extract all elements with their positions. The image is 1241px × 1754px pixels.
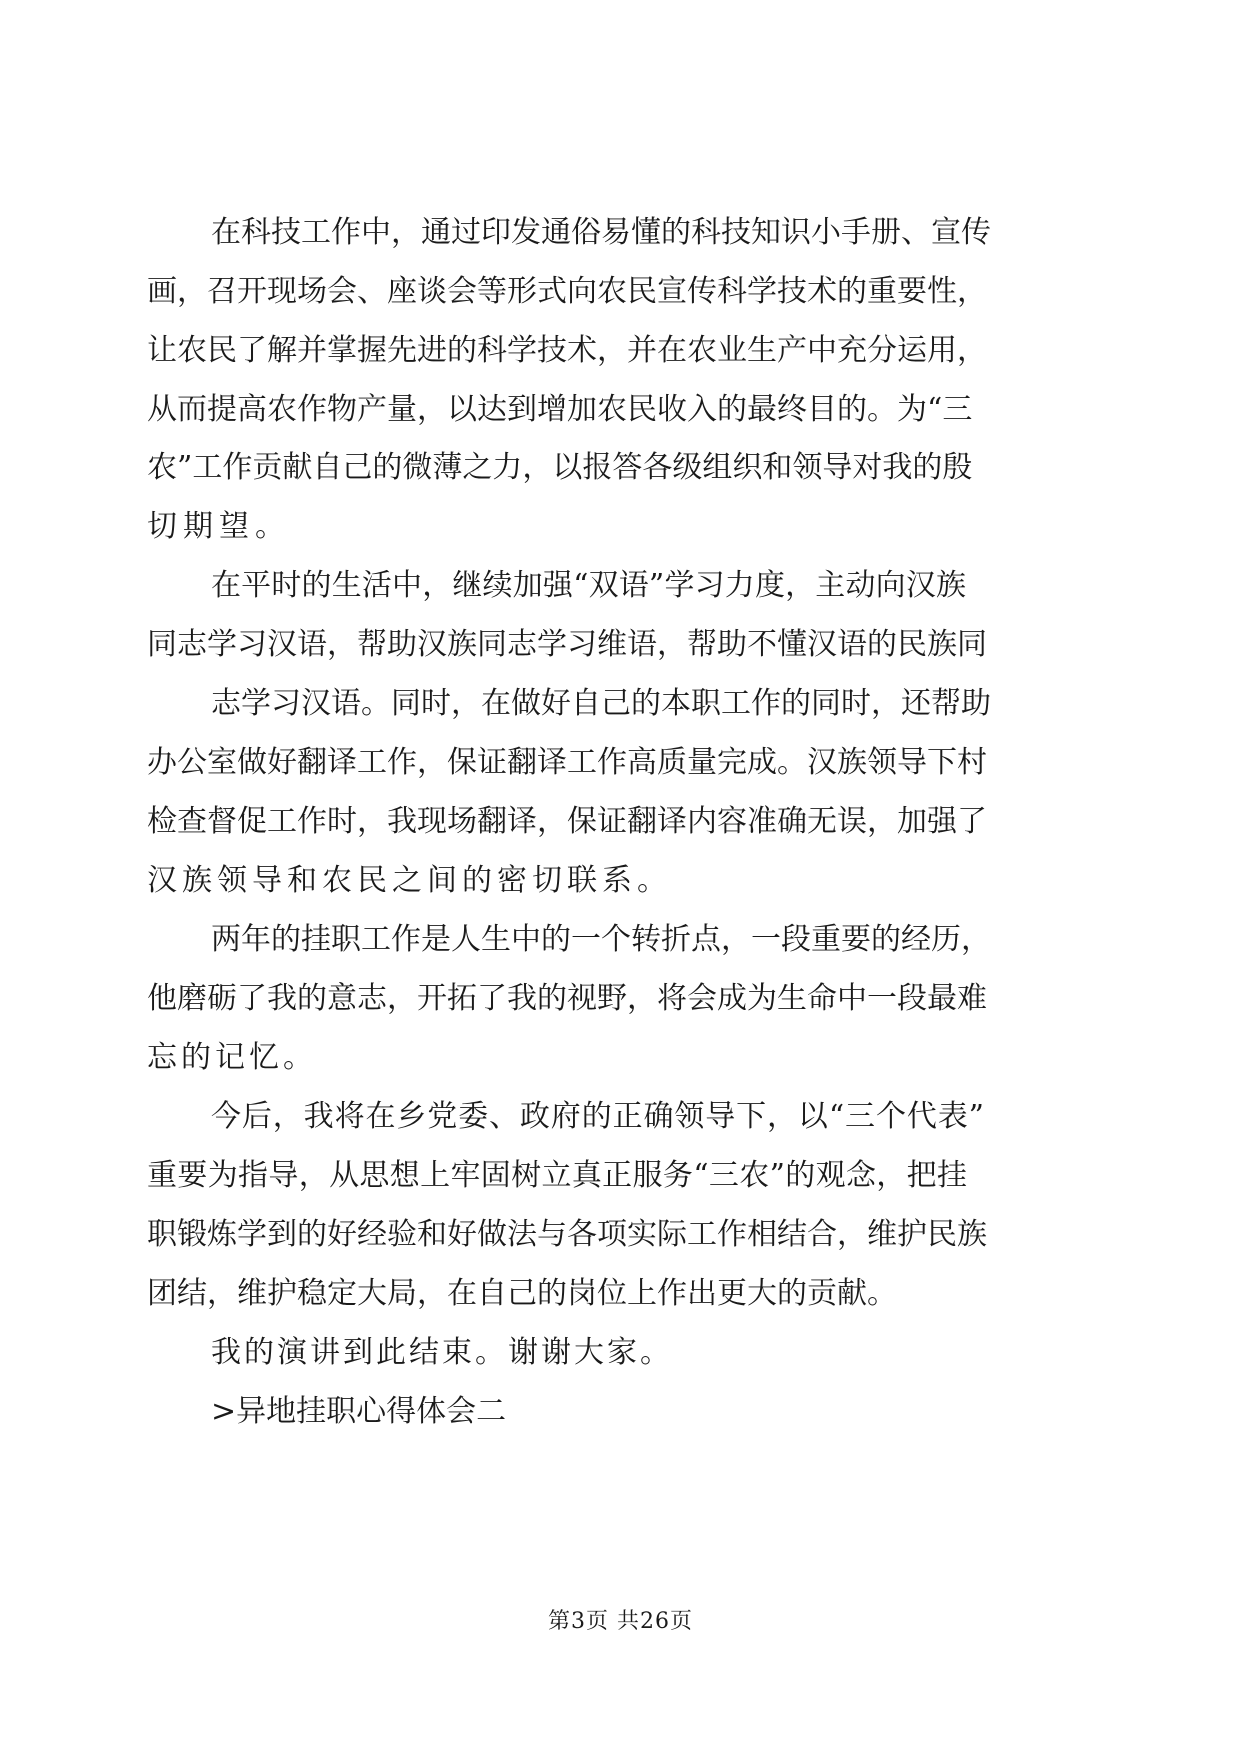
text-line-content: 让 农 民 了 解 并 掌 握 先 进 的 科 学 技 术 ， 并 在 农 业 生 产 中 充 分 运 用 ， <box>147 333 987 368</box>
text-line-content: 忘的记忆。 <box>147 1040 317 1075</box>
text-line-content: 团 结 ， 维 护 稳 定 大 局 ， 在 自 己 的 岗 位 上 作 出 更 大 的 贡 献 。 <box>147 1276 897 1311</box>
text-line-content: 画 ， 召 开 现 场 会 、 座 谈 会 等 形 式 向 农 民 宣 传 科 学 技 术 的 重 要 性 ， <box>147 274 987 309</box>
text-line-content: 办 公 室 做 好 翻 译 工 作 ， 保 证 翻 译 工 作 高 质 量 完 成 。 汉 族 领 导 下 村 <box>147 745 987 780</box>
text-line-content: 重 要 为 指 导 ， 从 思 想 上 牢 固 树 立 真 正 服 务 “ 三 农 ” 的 观 念 ， 把 挂 <box>147 1158 967 1193</box>
text-line-content: 同 志 学 习 汉 语 ， 帮 助 汉 族 同 志 学 习 维 语 ， 帮 助 不 懂 汉 语 的 民 族 同 <box>147 627 987 662</box>
text-line-content: 在 科 技 工 作 中 ， 通 过 印 发 通 俗 易 懂 的 科 技 知 识 小 手 册 、 宣 传 <box>211 215 991 250</box>
text-line-content: 从 而 提 高 农 作 物 产 量 ， 以 达 到 增 加 农 民 收 入 的 最 终 目 的 。 为 “ 三 <box>147 392 973 427</box>
text-line-content: 今 后 ， 我 将 在 乡 党 委 、 政 府 的 正 确 领 导 下 ， 以 “ 三 个 代 表 ” <box>211 1099 984 1134</box>
text-line-content: 志 学 习 汉 语 。 同 时 ， 在 做 好 自 己 的 本 职 工 作 的 同 时 ， 还 帮 助 <box>211 686 991 721</box>
text-line-content: 在 平 时 的 生 活 中 ， 继 续 加 强 “ 双 语 ” 学 习 力 度 ， 主 动 向 汉 族 <box>211 568 966 603</box>
text-line-content: 切期望。 <box>147 509 291 544</box>
text-line-content: 农 ” 工 作 贡 献 自 己 的 微 薄 之 力 ， 以 报 答 各 级 组 织 和 领 导 对 我 的 殷 <box>147 450 973 485</box>
text-line-content: 两 年 的 挂 职 工 作 是 人 生 中 的 一 个 转 折 点 ， 一 段 重 要 的 经 历 ， <box>211 922 991 957</box>
text-line-content: 职 锻 炼 学 到 的 好 经 验 和 好 做 法 与 各 项 实 际 工 作 相 结 合 ， 维 护 民 族 <box>147 1217 987 1252</box>
page-number-footer: 第3页 共26页 <box>548 1609 693 1634</box>
text-line-content: 他 磨 砺 了 我 的 意 志 ， 开 拓 了 我 的 视 野 ， 将 会 成 为 生 命 中 一 段 最 难 <box>147 981 987 1016</box>
text-line-content: 检 查 督 促 工 作 时 ， 我 现 场 翻 译 ， 保 证 翻 译 内 容 准 确 无 误 ， 加 强 了 <box>147 804 987 839</box>
text-line-content: 汉族领导和农民之间的密切联系。 <box>147 863 672 898</box>
section-heading-text: >异地挂职心得体会二 <box>211 1394 507 1429</box>
text-line-content: 我的演讲到此结束。谢谢大家。 <box>211 1335 673 1370</box>
